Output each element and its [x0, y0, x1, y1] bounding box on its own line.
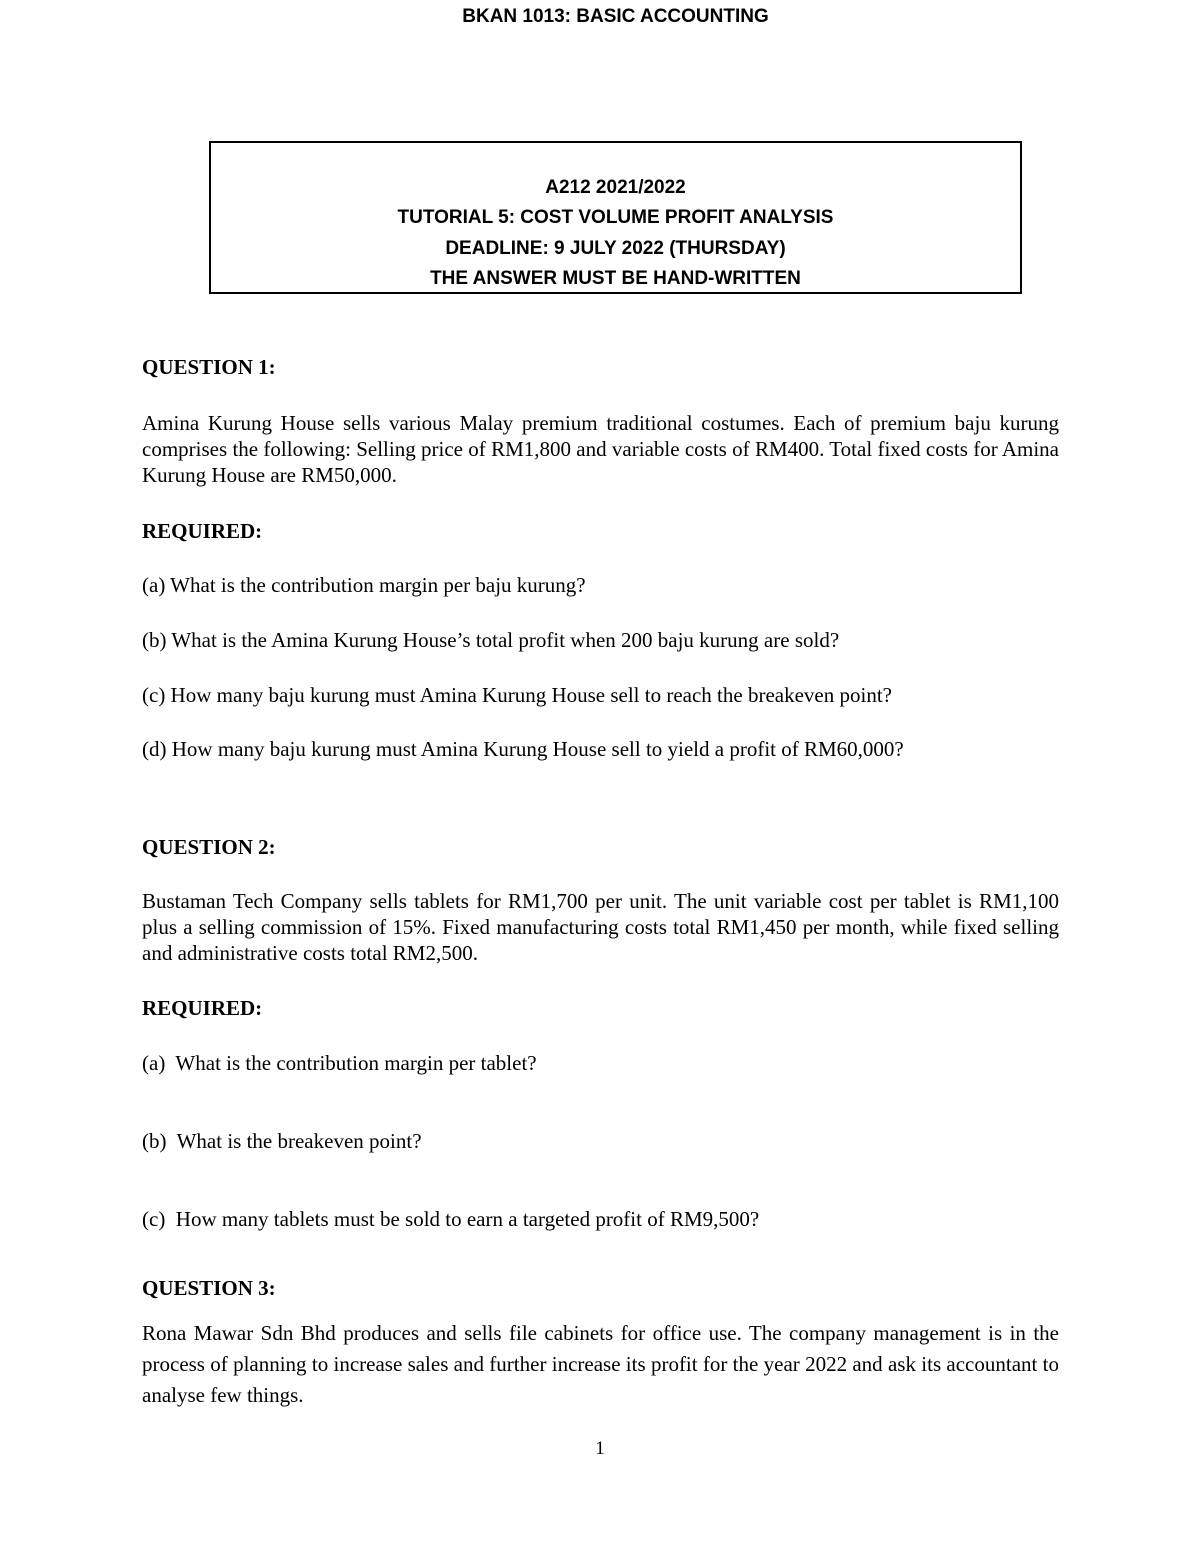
question-3-heading: QUESTION 3:	[142, 1276, 276, 1300]
question-3-body: Rona Mawar Sdn Bhd produces and sells file cabinets for office use. The company management is in the process of planning to increase sales and further increase its profit for the year 2022 and ask its accountant to analyse few things.	[142, 1321, 1059, 1407]
question-1-item-d: (d) How many baju kurung must Amina Kurung House sell to yield a profit of RM60,000?	[142, 737, 904, 761]
question-1-item-c: (c) How many baju kurung must Amina Kurung House sell to reach the breakeven point?	[142, 683, 892, 707]
question-1-heading: QUESTION 1:	[142, 355, 276, 379]
handwritten-note: THE ANSWER MUST BE HAND-WRITTEN	[430, 268, 801, 289]
question-2-heading: QUESTION 2:	[142, 835, 276, 859]
question-2-required: REQUIRED:	[142, 996, 263, 1020]
question-1-item-b: (b) What is the Amina Kurung House’s total profit when 200 baju kurung are sold?	[142, 628, 840, 652]
question-1-body: Amina Kurung House sells various Malay premium traditional costumes. Each of premium baju kurung comprises the following: Selling price of RM1,800 and variable costs of RM400. Total fixed costs for Amina Kurung House are RM50,000.	[142, 411, 1059, 487]
question-1-required: REQUIRED:	[142, 519, 263, 543]
question-2-item-c: (c) How many tablets must be sold to earn a targeted profit of RM9,500?	[142, 1207, 760, 1231]
tutorial-title: TUTORIAL 5: COST VOLUME PROFIT ANALYSIS	[397, 207, 834, 228]
question-2-item-a: (a) What is the contribution margin per tablet?	[142, 1051, 537, 1075]
question-1-item-a: (a) What is the contribution margin per baju kurung?	[142, 573, 586, 597]
session-label: A212 2021/2022	[545, 177, 686, 198]
deadline-label: DEADLINE: 9 JULY 2022 (THURSDAY)	[445, 238, 786, 259]
course-title: BKAN 1013: BASIC ACCOUNTING	[462, 6, 769, 27]
page-number: 1	[595, 1438, 605, 1459]
question-2-body: Bustaman Tech Company sells tablets for RM1,700 per unit. The unit variable cost per tablet is RM1,100 plus a selling commission of 15%. Fixed manufacturing costs total RM1,450 per month, while fixed selling and administrative costs total RM2,500.	[142, 889, 1059, 965]
question-2-item-b: (b) What is the breakeven point?	[142, 1129, 422, 1153]
title-box	[209, 6, 1022, 294]
